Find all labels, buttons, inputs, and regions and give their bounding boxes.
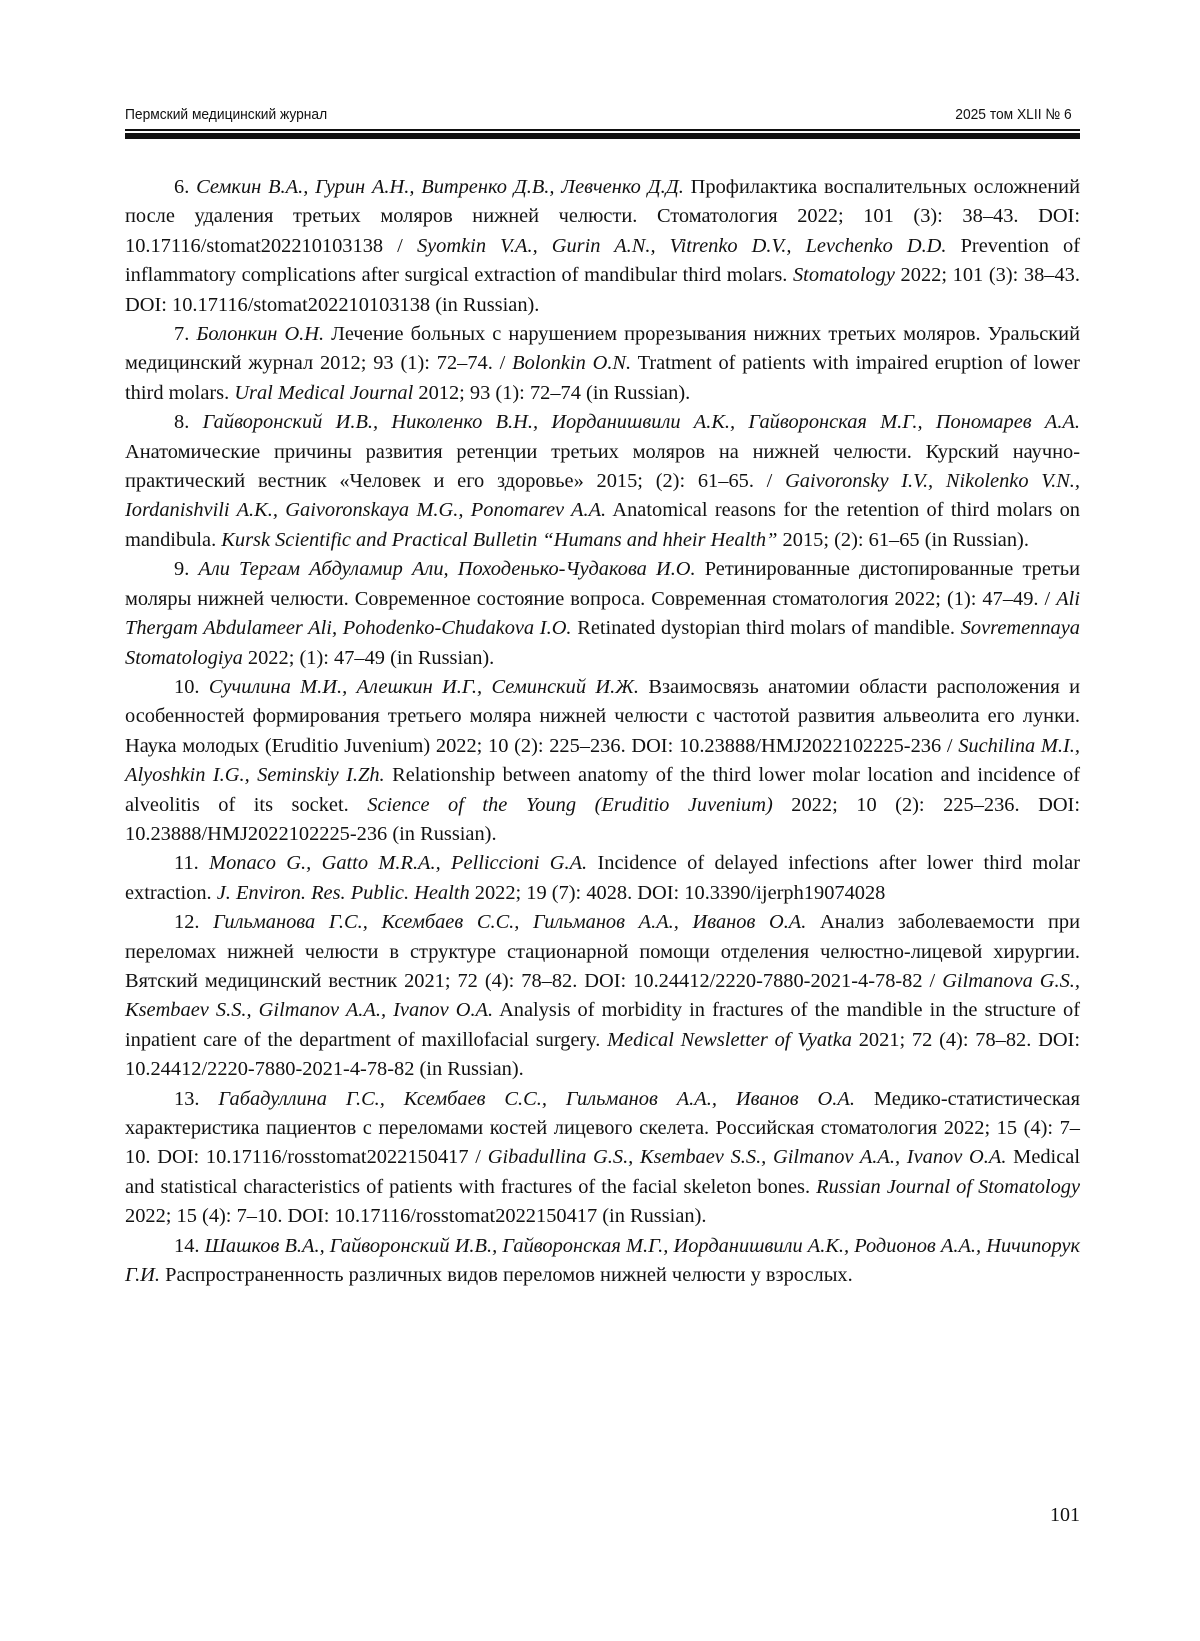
ref-authors-ru: Али Тергам Абдуламир Али, Походенько-Чудакова И.О. (198, 558, 696, 581)
ref-authors-en: Suchilina M.I., Alyoshkin I.G., Seminskiy I.Zh. (125, 734, 1080, 787)
ref-number: 9. (174, 558, 190, 581)
ref-journal-en: Sovremennaya Stomatologiya (125, 617, 1080, 669)
ref-journal-en: Science of the Young (Eruditio Juvenium) (367, 793, 773, 816)
ref-text-ru: Анатомические причины развития ретенции третьих моляров на нижней челюсти. Курский научно-практический вестник «Человек и его здоровье» 2015; (2): 61–65. / (125, 440, 1080, 493)
issue-info: 2025 том XLII № 6 (955, 106, 1072, 123)
ref-authors-en: Bolonkin O.N. (512, 352, 632, 375)
ref-authors-ru: Шашков В.А., Гайворонский И.В., Гайворонская М.Г., Иорданишвили А.К., Родионов А.А., Ничипорук Г.И. (125, 1234, 1080, 1287)
ref-journal-en: Ural Medical Journal (234, 381, 414, 404)
reference-item (125, 849, 1080, 908)
reference-item (125, 673, 1080, 849)
reference-item (125, 555, 1080, 673)
ref-journal-en: Kursk Scientific and Practical Bulletin “Humans and hheir Health” (221, 528, 778, 551)
ref-text-ru: Ретинированные дистопированные третьи моляры нижней челюсти. Современное состояние вопроса. Современная стоматология 2022; (1): 47–49. / (125, 558, 1080, 610)
ref-number: 11. (174, 852, 199, 875)
reference-item (125, 908, 1080, 1084)
ref-text-ru: Профилактика воспалительных осложнений после удаления третьих моляров нижней челюсти. Стоматология 2022; 101 (3): 38–43. DOI: 10.17116/stomat202210103138 / (125, 176, 1080, 257)
ref-number: 14. (174, 1234, 200, 1257)
ref-text-en: Analysis of morbidity in fractures of the mandible in the structure of inpatient care of the department of maxillofacial surgery. (125, 999, 1080, 1051)
ref-authors-en: Gibadullina G.S., Ksembaev S.S., Gilmanov A.A., Ivanov O.A. (487, 1146, 1007, 1169)
ref-journal-en: Stomatology (792, 264, 895, 287)
ref-authors-en: Gaivoronsky I.V., Nikolenko V.N., Iordanishvili A.K., Gaivoronskaya M.G., Ponomarev A.A. (125, 470, 1080, 522)
ref-text-en: Medical and statistical characteristics of patients with fractures of the facial skeleton bones. (125, 1146, 1080, 1198)
ref-number: 12. (174, 911, 200, 934)
ref-text-en: Anatomical reasons for the retention of third molars on mandibula. (125, 499, 1080, 551)
header-rule-thick (125, 133, 1080, 139)
reference-item (125, 173, 1080, 320)
ref-authors-ru: Сучилина М.И., Алешкин И.Г., Семинский И.Ж. (208, 675, 640, 698)
ref-number: 10. (174, 675, 200, 698)
ref-tail: 2022; (1): 47–49 (in Russian). (242, 646, 495, 669)
ref-text-en: Relationship between anatomy of the third lower molar location and incidence of alveolitis of its socket. (125, 764, 1080, 816)
ref-authors-en: Gilmanova G.S., Ksembaev S.S., Gilmanov A.A., Ivanov O.A. (125, 969, 1080, 1022)
ref-journal-en: Russian Journal of Stomatology (816, 1175, 1081, 1198)
ref-text-en: Retinated dystopian third molars of mandible. (571, 617, 961, 640)
ref-authors-ru: Болонкин О.Н. (196, 323, 325, 346)
ref-number: 6. (174, 176, 190, 198)
reference-item (125, 1085, 1080, 1232)
ref-journal-en: Medical Newsletter of Vyatka (607, 1028, 852, 1051)
ref-tail: 2022; 10 (2): 225–236. DOI: 10.23888/HMJ2022102225-236 (in Russian). (125, 793, 1080, 845)
ref-authors-ru: Гайворонский И.В., Николенко В.Н., Иорданишвили А.К., Гайворонская М.Г., Пономарев А.А. (202, 411, 1080, 434)
ref-authors-ru: Гильманова Г.С., Ксембаев С.С., Гильманов А.А., Иванов О.А. (213, 911, 807, 934)
ref-authors-ru: Габадуллина Г.С., Ксембаев С.С., Гильманов А.А., Иванов О.А. (218, 1087, 855, 1110)
ref-text-ru: Лечение больных с нарушением прорезывания нижних третьих моляров. Уральский медицинский журнал 2012; 93 (1): 72–74. / (125, 323, 1080, 375)
ref-number: 13. (174, 1087, 200, 1110)
ref-text-ru: Распространенность различных видов переломов нижней челюсти у взрослых. (160, 1264, 853, 1287)
ref-journal-en: J. Environ. Res. Public. Health (216, 881, 470, 904)
reference-item (125, 1232, 1080, 1291)
reference-item (125, 320, 1080, 408)
reference-item (125, 408, 1080, 555)
reference-list (125, 173, 1080, 1290)
ref-tail: 2022; 15 (4): 7–10. DOI: 10.17116/rosstomat2022150417 (in Russian). (125, 1205, 707, 1228)
ref-text-en: Tratment of patients with impaired eruption of lower third molars. (125, 352, 1080, 404)
ref-tail: 2012; 93 (1): 72–74 (in Russian). (413, 381, 691, 404)
ref-text-ru: Медико-статистическая характеристика пациентов с переломами костей лицевого скелета. Российская стоматология 2022; 15 (4): 7–10. DOI: 10.17116/rosstomat2022150417 / (125, 1087, 1080, 1169)
ref-tail: 2021; 72 (4): 78–82. DOI: 10.24412/2220-7880-2021-4-78-82 (in Russian). (125, 1028, 1081, 1081)
ref-authors-en: Syomkin V.A., Gurin A.N., Vitrenko D.V., Levchenko D.D. (416, 234, 947, 257)
ref-number: 8. (174, 411, 190, 434)
ref-text-ru: Incidence of delayed infections after lower third molar extraction. (125, 852, 1080, 904)
ref-authors-en: Ali Thergam Abdulameer Ali, Pohodenko-Chudakova I.O. (125, 587, 1080, 640)
ref-authors-ru: Семкин В.А., Гурин А.Н., Витренко Д.В., Левченко Д.Д. (196, 176, 684, 198)
ref-text-ru: Взаимосвязь анатомии области расположения и особенностей формирования третьего моляра нижней челюсти с частотой развития альвеолита его лунки. Наука молодых (Eruditio Juvenium) 2022; 10 (2): 225–236. DOI: 10.23888/HMJ2022102225-236 / (125, 675, 1080, 757)
page-number: 101 (1050, 1504, 1080, 1526)
ref-tail: 2022; 19 (7): 4028. DOI: 10.3390/ijerph19074028 (469, 881, 886, 904)
ref-tail: 2022; 101 (3): 38–43. DOI: 10.17116/stomat202210103138 (in Russian). (125, 264, 1080, 316)
ref-tail: 2015; (2): 61–65 (in Russian). (777, 528, 1029, 551)
ref-authors-ru: Monaco G., Gatto M.R.A., Pelliccioni G.A. (209, 852, 588, 875)
journal-title: Пермский медицинский журнал (125, 106, 328, 123)
ref-number: 7. (174, 323, 190, 346)
running-header (125, 106, 1072, 128)
ref-text-ru: Анализ заболеваемости при переломах нижней челюсти в структуре стационарной помощи отделения челюстно-лицевой хирургии. Вятский медицинский вестник 2021; 72 (4): 78–82. DOI: 10.24412/2220-7880-2021-4-78-82 / (125, 911, 1080, 992)
ref-text-en: Prevention of inflammatory complications after surgical extraction of mandibular third molars. (125, 234, 1080, 287)
header-rule-thin (125, 129, 1080, 131)
